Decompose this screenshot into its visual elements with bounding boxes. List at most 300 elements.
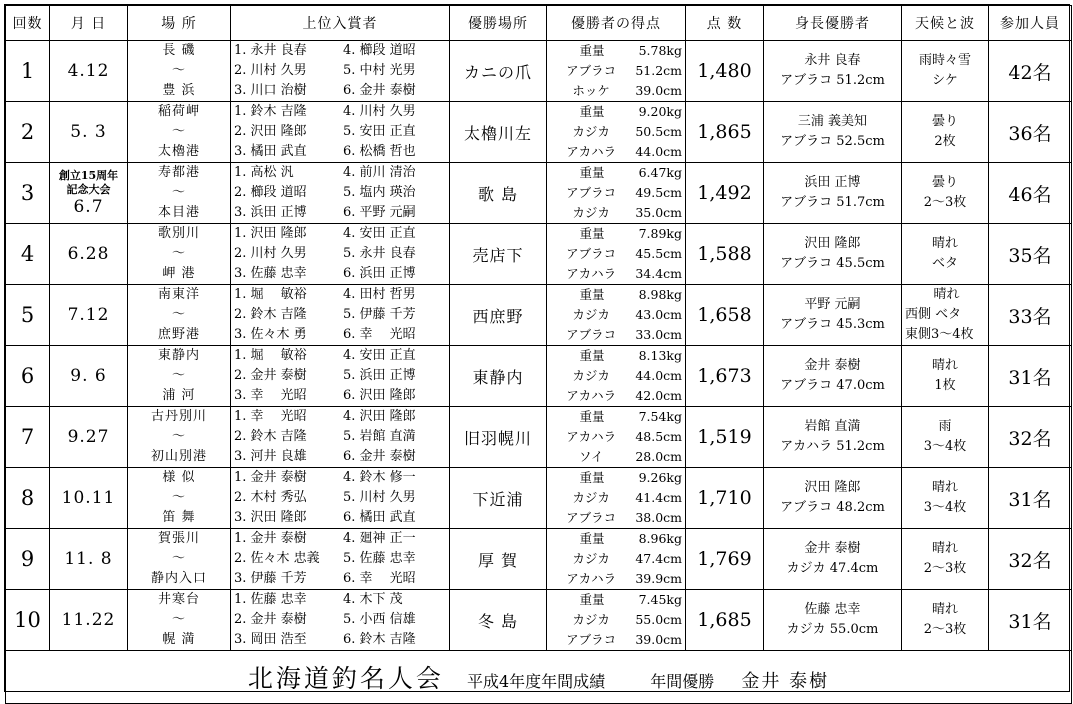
weather-line: 西側 ベタ xyxy=(905,307,962,322)
winner-entry: 4. 川村 久男 xyxy=(343,104,416,119)
catch-type: アブラコ xyxy=(566,510,617,525)
catch-type: ソイ xyxy=(578,449,604,464)
winner-entry: 5. 小西 信雄 xyxy=(343,612,416,627)
weather-line: 雨時々雪 xyxy=(918,53,971,68)
catch-type: アブラコ xyxy=(566,185,617,200)
catch-line xyxy=(547,488,685,508)
weather-line: 晴れ xyxy=(931,358,958,373)
weather-cell xyxy=(902,224,989,285)
points-value: 1,769 xyxy=(697,548,752,570)
participants-cell xyxy=(989,407,1072,468)
venue-cell xyxy=(450,224,547,285)
catch-line xyxy=(547,549,685,569)
tallest-name: 佐藤 忠幸 xyxy=(804,602,861,617)
catch-type: アカハラ xyxy=(566,388,617,403)
catch-line xyxy=(547,102,685,122)
catch-type: アカハラ xyxy=(566,144,617,159)
weather-line: 晴れ xyxy=(931,236,958,251)
header-round: 回数 xyxy=(6,6,50,41)
table-row xyxy=(6,468,1072,529)
round-number-cell xyxy=(6,224,50,285)
points-cell xyxy=(686,590,764,651)
round-number-cell xyxy=(6,590,50,651)
catch-value: 47.4cm xyxy=(635,551,682,566)
points-cell xyxy=(686,346,764,407)
participants-count: 33名 xyxy=(1008,305,1052,328)
participants-count: 46名 xyxy=(1008,183,1052,206)
winner-entry: 1. 沢田 隆郎 xyxy=(234,226,307,241)
catch-type: 重量 xyxy=(579,531,605,546)
catch-line xyxy=(547,325,685,345)
winner-entry: 2. 川村 久男 xyxy=(234,246,307,261)
winners-cell xyxy=(231,285,450,346)
catch-line xyxy=(547,407,685,427)
winner-entry: 5. 中村 光男 xyxy=(343,63,416,78)
points-cell xyxy=(686,285,764,346)
place-from: 歌別川 xyxy=(157,226,200,241)
weather-cell xyxy=(902,102,989,163)
tallest-fish: カジカ 55.0cm xyxy=(786,622,879,637)
catch-value: 7.45kg xyxy=(638,592,682,607)
catch-line xyxy=(547,610,685,630)
winner-entry: 3. 佐々木 勇 xyxy=(234,327,307,342)
event-date: 10.11 xyxy=(61,488,116,508)
winner-entry: 6. 松橋 哲也 xyxy=(343,144,416,159)
place-separator: 〜 xyxy=(171,551,186,566)
date-cell xyxy=(50,163,128,224)
catch-line xyxy=(547,508,685,528)
event-date: 9.27 xyxy=(67,427,110,447)
event-date: 5. 3 xyxy=(70,122,107,142)
winner-entry: 5. 塩内 瑛治 xyxy=(343,185,416,200)
winners-cell xyxy=(231,41,450,102)
date-cell xyxy=(50,102,128,163)
catch-line xyxy=(547,366,685,386)
catch-value: 34.4cm xyxy=(635,266,682,281)
tallest-cell xyxy=(764,468,902,529)
winner-entry: 5. 伊藤 千芳 xyxy=(343,307,416,322)
catch-value: 42.0cm xyxy=(635,388,682,403)
round-number: 3 xyxy=(20,181,35,205)
tallest-cell xyxy=(764,102,902,163)
catch-line xyxy=(547,529,685,549)
place-from: 稲荷岬 xyxy=(157,104,200,119)
tallest-fish: カジカ 47.4cm xyxy=(786,561,879,576)
weather-line: 晴れ xyxy=(931,480,958,495)
place-to: 浦 河 xyxy=(162,388,196,403)
catch-cell xyxy=(547,407,686,468)
place-separator: 〜 xyxy=(171,246,186,261)
catch-line xyxy=(547,468,685,488)
weather-line: 東側3〜4枚 xyxy=(905,327,974,342)
winner-entry: 3. 橘田 武直 xyxy=(234,144,307,159)
round-number: 9 xyxy=(20,547,35,571)
participants-cell xyxy=(989,346,1072,407)
winner-entry: 1. 堀 敏裕 xyxy=(234,348,307,363)
place-from: 賀張川 xyxy=(157,531,200,546)
catch-type: カジカ xyxy=(572,551,610,566)
round-number: 7 xyxy=(20,425,35,449)
footer-row xyxy=(6,651,1072,704)
winner-entry: 1. 幸 光昭 xyxy=(234,409,307,424)
round-number: 5 xyxy=(20,303,35,327)
tallest-cell xyxy=(764,163,902,224)
catch-cell xyxy=(547,224,686,285)
points-cell xyxy=(686,102,764,163)
catch-line xyxy=(547,122,685,142)
winner-entry: 4. 前川 清治 xyxy=(343,165,416,180)
winner-entry: 3. 伊藤 千芳 xyxy=(234,571,307,586)
venue-name: 太櫓川左 xyxy=(463,123,532,143)
header-winners: 上位入賞者 xyxy=(231,6,450,41)
round-number-cell xyxy=(6,163,50,224)
round-number-cell xyxy=(6,285,50,346)
winner-entry: 6. 幸 光昭 xyxy=(343,327,416,342)
catch-line xyxy=(547,61,685,81)
venue-cell xyxy=(450,346,547,407)
participants-count: 42名 xyxy=(1008,61,1052,84)
catch-value: 48.5cm xyxy=(635,429,682,444)
weather-line: 曇り xyxy=(931,114,958,129)
catch-cell xyxy=(547,590,686,651)
champion-name: 金井 泰樹 xyxy=(741,671,830,692)
catch-type: カジカ xyxy=(572,124,610,139)
event-date: 9. 6 xyxy=(70,366,107,386)
catch-type: ホッケ xyxy=(572,83,610,98)
event-date: 4.12 xyxy=(67,61,110,81)
winner-entry: 1. 永井 良春 xyxy=(234,43,307,58)
catch-line xyxy=(547,264,685,284)
place-to: 岬 港 xyxy=(162,266,196,281)
table-row xyxy=(6,285,1072,346)
weather-line: 2〜3枚 xyxy=(923,561,967,576)
place-to: 太櫓港 xyxy=(157,144,200,159)
points-value: 1,685 xyxy=(697,609,752,631)
tallest-fish: アブラコ 45.3cm xyxy=(780,317,885,332)
winner-entry: 6. 橘田 武直 xyxy=(343,510,416,525)
catch-line xyxy=(547,203,685,223)
catch-value: 44.0cm xyxy=(635,368,682,383)
catch-type: アブラコ xyxy=(566,327,617,342)
venue-name: 冬 島 xyxy=(477,611,519,631)
winner-entry: 4. 鈴木 修一 xyxy=(343,470,416,485)
catch-value: 49.5cm xyxy=(635,185,682,200)
weather-line: 3〜4枚 xyxy=(923,439,967,454)
header-weather: 天候と波 xyxy=(902,6,989,41)
tallest-cell xyxy=(764,41,902,102)
place-cell xyxy=(128,468,231,529)
venue-name: 売店下 xyxy=(472,245,524,265)
weather-line: シケ xyxy=(932,73,958,88)
round-number-cell xyxy=(6,41,50,102)
tallest-cell xyxy=(764,590,902,651)
catch-line xyxy=(547,346,685,366)
winners-cell xyxy=(231,224,450,285)
place-to: 幌 満 xyxy=(162,632,196,647)
catch-line xyxy=(547,142,685,162)
catch-value: 5.78kg xyxy=(638,43,682,58)
catch-type: 重量 xyxy=(579,592,605,607)
catch-line xyxy=(547,244,685,264)
weather-line: 曇り xyxy=(931,175,958,190)
winner-entry: 6. 金井 泰樹 xyxy=(343,449,416,464)
tallest-name: 永井 良春 xyxy=(804,53,861,68)
catch-cell xyxy=(547,529,686,590)
venue-name: 厚 賀 xyxy=(477,550,519,570)
points-value: 1,492 xyxy=(697,182,752,204)
points-value: 1,710 xyxy=(697,487,752,509)
catch-type: カジカ xyxy=(572,307,610,322)
tallest-cell xyxy=(764,285,902,346)
header-venue: 優勝場所 xyxy=(450,6,547,41)
weather-line: ベタ xyxy=(931,256,958,271)
tallest-name: 平野 元嗣 xyxy=(804,297,861,312)
winner-entry: 2. 佐々木 忠義 xyxy=(234,551,320,566)
points-value: 1,673 xyxy=(697,365,752,387)
footer-cell xyxy=(6,651,1072,704)
winner-entry: 4. 田村 哲男 xyxy=(343,287,416,302)
catch-line xyxy=(547,447,685,467)
catch-type: 重量 xyxy=(579,409,605,424)
weather-line: 雨 xyxy=(938,419,952,434)
date-cell xyxy=(50,529,128,590)
winner-entry: 5. 永井 良春 xyxy=(343,246,416,261)
catch-type: 重量 xyxy=(579,104,605,119)
table-row xyxy=(6,41,1072,102)
points-cell xyxy=(686,41,764,102)
date-cell xyxy=(50,590,128,651)
tallest-name: 三浦 義美知 xyxy=(797,114,868,129)
catch-value: 8.96kg xyxy=(638,531,682,546)
winner-entry: 2. 金井 泰樹 xyxy=(234,368,307,383)
catch-line xyxy=(547,41,685,61)
catch-value: 8.98kg xyxy=(638,287,682,302)
header-date: 月 日 xyxy=(50,6,128,41)
catch-line xyxy=(547,224,685,244)
winner-entry: 1. 金井 泰樹 xyxy=(234,531,307,546)
points-value: 1,519 xyxy=(697,426,752,448)
report-subtitle: 平成4年度年間成績 xyxy=(466,672,606,691)
venue-cell xyxy=(450,468,547,529)
winners-cell xyxy=(231,163,450,224)
tallest-cell xyxy=(764,346,902,407)
event-date: 11.22 xyxy=(61,610,116,630)
place-to: 静内入口 xyxy=(150,571,207,586)
event-date: 11. 8 xyxy=(64,549,113,569)
place-to: 笛 舞 xyxy=(162,510,196,525)
catch-line xyxy=(547,630,685,650)
place-separator: 〜 xyxy=(171,124,186,139)
winner-entry: 4. 沢田 隆郎 xyxy=(343,409,416,424)
catch-type: 重量 xyxy=(579,348,605,363)
catch-value: 39.9cm xyxy=(635,571,682,586)
weather-line: 3〜4枚 xyxy=(923,500,967,515)
venue-name: 歌 島 xyxy=(477,184,519,204)
header-participants: 参加人員 xyxy=(989,6,1072,41)
points-cell xyxy=(686,529,764,590)
points-cell xyxy=(686,224,764,285)
weather-cell xyxy=(902,590,989,651)
table-row xyxy=(6,590,1072,651)
participants-cell xyxy=(989,41,1072,102)
points-cell xyxy=(686,468,764,529)
tallest-fish: アブラコ 51.7cm xyxy=(780,195,885,210)
place-separator: 〜 xyxy=(171,63,186,78)
weather-cell xyxy=(902,41,989,102)
winner-entry: 2. 沢田 隆郎 xyxy=(234,124,307,139)
winner-entry: 2. 金井 泰樹 xyxy=(234,612,307,627)
round-number: 8 xyxy=(20,486,35,510)
participants-count: 31名 xyxy=(1008,488,1052,511)
place-cell xyxy=(128,163,231,224)
catch-value: 39.0cm xyxy=(635,632,682,647)
header-row xyxy=(6,6,1072,41)
catch-line xyxy=(547,285,685,305)
tallest-name: 浜田 正博 xyxy=(804,175,861,190)
tallest-fish: アカハラ 51.2cm xyxy=(780,439,885,454)
weather-line: 晴れ xyxy=(931,602,958,617)
place-cell xyxy=(128,285,231,346)
participants-count: 31名 xyxy=(1008,610,1052,633)
venue-name: カニの爪 xyxy=(463,62,532,82)
results-sheet xyxy=(4,4,1070,692)
catch-value: 45.5cm xyxy=(635,246,682,261)
place-to: 本目港 xyxy=(157,205,200,220)
weather-line: 晴れ xyxy=(931,541,958,556)
winner-entry: 3. 川口 治樹 xyxy=(234,83,307,98)
weather-cell xyxy=(902,407,989,468)
catch-cell xyxy=(547,346,686,407)
winner-entry: 3. 沢田 隆郎 xyxy=(234,510,307,525)
weather-cell xyxy=(902,529,989,590)
place-cell xyxy=(128,590,231,651)
winner-entry: 4. 櫛段 道昭 xyxy=(343,43,416,58)
catch-type: カジカ xyxy=(572,612,610,627)
header-catch: 優勝者の得点 xyxy=(547,6,686,41)
date-cell xyxy=(50,224,128,285)
catch-value: 6.47kg xyxy=(638,165,682,180)
winners-cell xyxy=(231,529,450,590)
place-from: 寿都港 xyxy=(157,165,200,180)
points-cell xyxy=(686,163,764,224)
winner-entry: 2. 鈴木 吉隆 xyxy=(234,307,307,322)
winner-entry: 4. 安田 正直 xyxy=(343,226,416,241)
participants-cell xyxy=(989,285,1072,346)
winner-entry: 2. 櫛段 道昭 xyxy=(234,185,307,200)
winner-entry: 6. 金井 泰樹 xyxy=(343,83,416,98)
tallest-name: 金井 泰樹 xyxy=(804,541,861,556)
points-value: 1,588 xyxy=(697,243,752,265)
table-row xyxy=(6,529,1072,590)
place-separator: 〜 xyxy=(171,612,186,627)
catch-value: 35.0cm xyxy=(635,205,682,220)
catch-line xyxy=(547,427,685,447)
winner-entry: 6. 幸 光昭 xyxy=(343,571,416,586)
participants-cell xyxy=(989,224,1072,285)
round-number-cell xyxy=(6,529,50,590)
points-value: 1,658 xyxy=(697,304,752,326)
catch-cell xyxy=(547,41,686,102)
tallest-cell xyxy=(764,529,902,590)
winners-cell xyxy=(231,468,450,529)
weather-line: 1枚 xyxy=(934,378,956,393)
winner-entry: 5. 岩館 直満 xyxy=(343,429,416,444)
place-from: 様 似 xyxy=(162,470,196,485)
place-separator: 〜 xyxy=(171,368,186,383)
place-cell xyxy=(128,529,231,590)
winner-entry: 3. 岡田 浩至 xyxy=(234,632,307,647)
catch-type: アブラコ xyxy=(566,63,617,78)
weather-line: 2〜3枚 xyxy=(923,195,967,210)
place-cell xyxy=(128,41,231,102)
place-separator: 〜 xyxy=(171,307,186,322)
place-to: 庶野港 xyxy=(157,327,200,342)
tallest-name: 金井 泰樹 xyxy=(804,358,861,373)
place-separator: 〜 xyxy=(171,490,186,505)
catch-line xyxy=(547,590,685,610)
catch-value: 28.0cm xyxy=(635,449,682,464)
weather-cell xyxy=(902,468,989,529)
catch-type: アブラコ xyxy=(566,632,617,647)
catch-value: 7.54kg xyxy=(638,409,682,424)
date-cell xyxy=(50,285,128,346)
round-number-cell xyxy=(6,468,50,529)
round-number-cell xyxy=(6,407,50,468)
place-from: 南東洋 xyxy=(157,287,200,302)
participants-cell xyxy=(989,163,1072,224)
round-number-cell xyxy=(6,102,50,163)
winner-entry: 3. 幸 光昭 xyxy=(234,388,307,403)
catch-line xyxy=(547,305,685,325)
results-table xyxy=(5,5,1072,704)
tallest-name: 沢田 隆郎 xyxy=(804,480,861,495)
weather-line: 晴れ xyxy=(933,287,960,302)
catch-type: 重量 xyxy=(579,470,605,485)
venue-name: 東静内 xyxy=(472,367,524,387)
participants-cell xyxy=(989,468,1072,529)
catch-line xyxy=(547,163,685,183)
weather-cell xyxy=(902,285,989,346)
date-cell xyxy=(50,41,128,102)
date-cell xyxy=(50,407,128,468)
date-cell xyxy=(50,468,128,529)
winner-entry: 2. 木村 秀弘 xyxy=(234,490,307,505)
participants-cell xyxy=(989,529,1072,590)
points-value: 1,865 xyxy=(697,121,752,143)
winner-entry: 6. 浜田 正博 xyxy=(343,266,416,281)
catch-value: 44.0cm xyxy=(635,144,682,159)
venue-cell xyxy=(450,163,547,224)
winner-entry: 2. 鈴木 吉隆 xyxy=(234,429,307,444)
catch-line xyxy=(547,81,685,101)
table-row xyxy=(6,163,1072,224)
participants-count: 32名 xyxy=(1008,427,1052,450)
catch-value: 7.89kg xyxy=(638,226,682,241)
event-note: 創立15周年 記念大会 xyxy=(58,169,119,196)
participants-cell xyxy=(989,590,1072,651)
venue-name: 旧羽幌川 xyxy=(463,428,532,448)
place-to: 豊 浜 xyxy=(162,83,196,98)
date-cell xyxy=(50,346,128,407)
venue-cell xyxy=(450,285,547,346)
place-from: 東静内 xyxy=(157,348,200,363)
catch-line xyxy=(547,386,685,406)
catch-type: 重量 xyxy=(579,226,605,241)
weather-line: 2枚 xyxy=(934,134,956,149)
event-date: 7.12 xyxy=(67,305,110,325)
catch-line xyxy=(547,183,685,203)
winner-entry: 5. 浜田 正博 xyxy=(343,368,416,383)
